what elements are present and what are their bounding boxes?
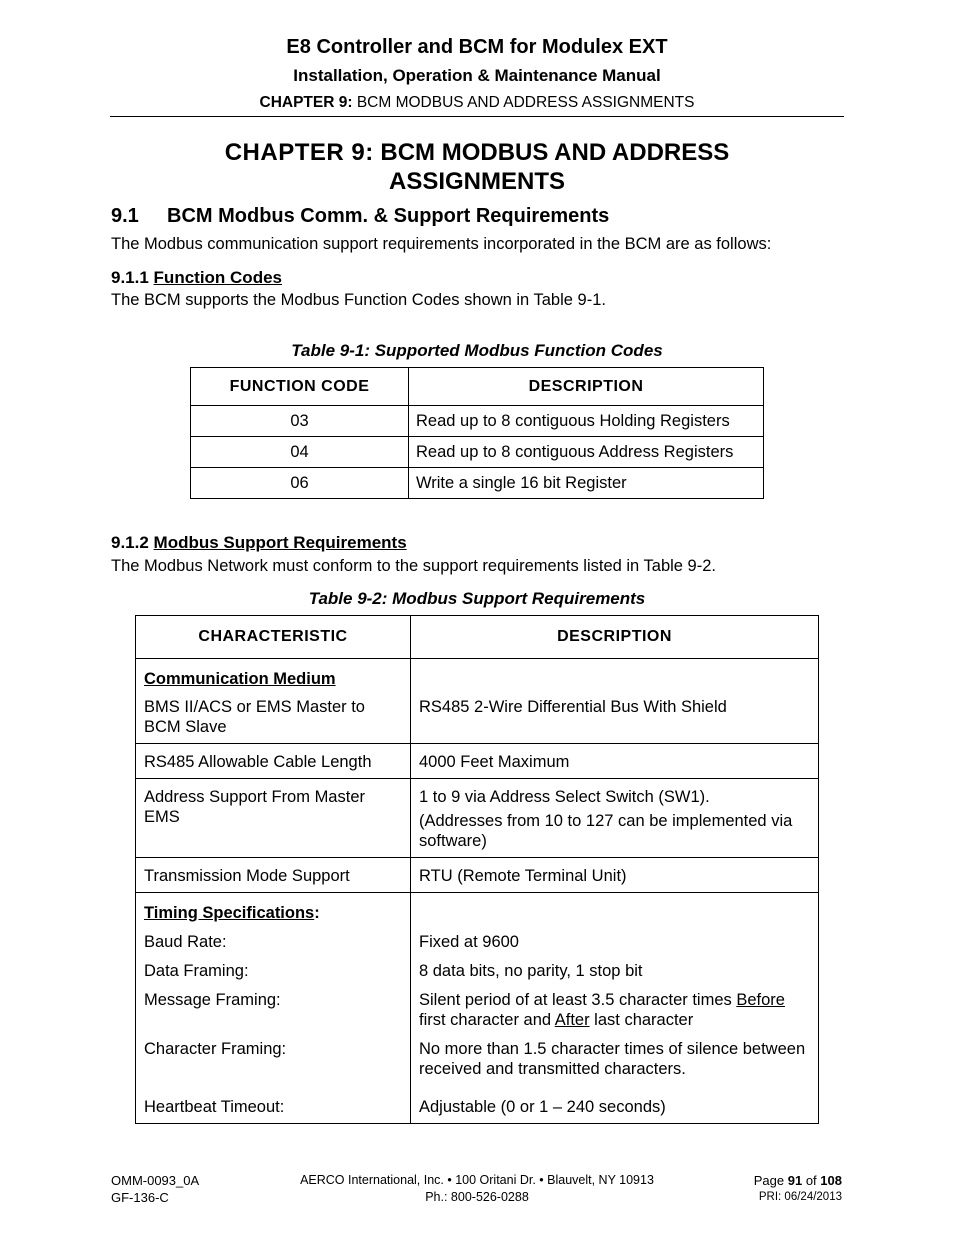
- baud-rate-value: Fixed at 9600: [419, 933, 519, 951]
- table-header-row: [191, 368, 764, 406]
- description-cell: Read up to 8 contiguous Address Registers: [409, 437, 764, 468]
- footer-doc-number: OMM-0093_0A: [111, 1173, 200, 1188]
- footer-company: AERCO International, Inc. • 100 Oritani Dr. • Blauvelt, NY 10913: [300, 1173, 654, 1187]
- heartbeat-timeout-value: Adjustable (0 or 1 – 240 seconds): [419, 1098, 666, 1116]
- message-framing-label: Message Framing:: [144, 991, 281, 1009]
- table-row: [136, 659, 819, 744]
- description-cell: RS485 2-Wire Differential Bus With Shield: [411, 659, 819, 744]
- footer-form-number: GF-136-C: [111, 1190, 169, 1205]
- header-chapter-name: BCM MODBUS AND ADDRESS ASSIGNMENTS: [356, 94, 695, 111]
- header-chapter-label: CHAPTER 9:: [259, 94, 353, 111]
- section-heading-9-1: [111, 205, 609, 228]
- characteristic-cell: RS485 Allowable Cable Length: [136, 744, 411, 779]
- section-title: BCM Modbus Comm. & Support Requirements: [167, 205, 610, 227]
- table-row: [191, 468, 764, 499]
- baud-rate-label: Baud Rate:: [144, 933, 227, 951]
- header-chapter: [110, 94, 844, 112]
- column-header: DESCRIPTION: [411, 616, 819, 659]
- function-codes-table: [190, 367, 764, 499]
- table-row: [136, 744, 819, 779]
- message-framing-before: Before: [736, 991, 785, 1009]
- timing-specifications-heading: [144, 903, 402, 923]
- chapter-title-line2: ASSIGNMENTS: [388, 168, 565, 195]
- footer-pri-date: PRI: 06/24/2013: [758, 1191, 842, 1203]
- table-9-2-caption: Table 9-2: Modbus Support Requirements: [308, 589, 646, 608]
- table-9-1-caption: Table 9-1: Supported Modbus Function Codes: [291, 341, 663, 360]
- table-row: [191, 437, 764, 468]
- chapter-title-line1: BCM MODBUS AND ADDRESS: [380, 139, 730, 166]
- characteristic-cell: Transmission Mode Support: [136, 858, 411, 893]
- footer-page-indicator: [754, 1172, 842, 1189]
- subsection-title: Modbus Support Requirements: [153, 533, 407, 552]
- timing-specifications-label: Timing Specifications: [144, 904, 315, 922]
- table-row: [136, 858, 819, 893]
- message-framing-text: first character and: [419, 1011, 555, 1029]
- footer-phone: Ph.: 800-526-0288: [425, 1190, 529, 1204]
- column-header: CHARACTERISTIC: [136, 616, 411, 659]
- description-cell: Write a single 16 bit Register: [409, 468, 764, 499]
- description-cell: [411, 893, 819, 1124]
- character-framing-label: Character Framing:: [144, 1040, 287, 1058]
- chapter-title: [110, 138, 844, 196]
- heartbeat-timeout-label: Heartbeat Timeout:: [144, 1098, 285, 1116]
- description-cell: RTU (Remote Terminal Unit): [411, 858, 819, 893]
- page-prefix: Page: [753, 1173, 788, 1188]
- column-header: FUNCTION CODE: [191, 368, 409, 406]
- footer-center: [230, 1172, 724, 1206]
- page-of: of: [802, 1173, 821, 1188]
- footer-left: [111, 1172, 199, 1206]
- message-framing-text: Silent period of at least 3.5 character times: [419, 991, 737, 1009]
- message-framing-value: [419, 990, 810, 1030]
- section-heading-9-1-2: [111, 533, 407, 553]
- page-number: 91: [787, 1173, 803, 1188]
- section-heading-9-1-1: [111, 268, 282, 288]
- description-cell: 4000 Feet Maximum: [411, 744, 819, 779]
- timing-specifications-colon: :: [314, 904, 320, 922]
- communication-medium-text: BMS II/ACS or EMS Master to BCM Slave: [144, 698, 365, 736]
- table-row: [136, 893, 819, 1124]
- characteristic-cell: Address Support From Master EMS: [136, 779, 411, 858]
- character-framing-value: No more than 1.5 character times of silence between received and transmitted characters.: [419, 1040, 806, 1078]
- message-framing-after: After: [554, 1011, 590, 1029]
- function-code-cell: 06: [191, 468, 409, 499]
- address-software-text: (Addresses from 10 to 127 can be implemented via software): [419, 812, 793, 850]
- function-code-cell: 04: [191, 437, 409, 468]
- function-code-cell: 03: [191, 406, 409, 437]
- data-framing-value: 8 data bits, no parity, 1 stop bit: [419, 962, 643, 980]
- chapter-label: CHAPTER 9:: [224, 139, 374, 166]
- table-row: [191, 406, 764, 437]
- table-row: [136, 779, 819, 858]
- column-header: DESCRIPTION: [409, 368, 764, 406]
- subsection-number: 9.1.1: [111, 268, 149, 287]
- section-intro: The Modbus communication support requirements incorporated in the BCM are as follows:: [111, 235, 772, 253]
- header-title: E8 Controller and BCM for Modulex EXT: [286, 36, 668, 58]
- description-cell: [411, 779, 819, 858]
- characteristic-cell: [136, 893, 411, 1124]
- header-subtitle: Installation, Operation & Maintenance Manual: [293, 66, 661, 85]
- subsection-text: The BCM supports the Modbus Function Codes shown in Table 9-1.: [111, 291, 606, 309]
- page-total: 108: [820, 1173, 842, 1188]
- characteristic-cell: [136, 659, 411, 744]
- footer-right: [754, 1172, 842, 1206]
- subsection-title: Function Codes: [153, 268, 282, 287]
- message-framing-text: last character: [589, 1011, 694, 1029]
- section-number: 9.1: [111, 205, 139, 227]
- data-framing-label: Data Framing:: [144, 962, 249, 980]
- table-header-row: [136, 616, 819, 659]
- support-requirements-table: [135, 615, 819, 1124]
- communication-medium-label: Communication Medium: [144, 670, 336, 688]
- address-range-text: 1 to 9 via Address Select Switch (SW1).: [419, 788, 710, 806]
- subsection-number: 9.1.2: [111, 533, 149, 552]
- subsection-text: The Modbus Network must conform to the support requirements listed in Table 9-2.: [111, 557, 716, 575]
- header-divider: [110, 116, 844, 117]
- description-cell: Read up to 8 contiguous Holding Registers: [409, 406, 764, 437]
